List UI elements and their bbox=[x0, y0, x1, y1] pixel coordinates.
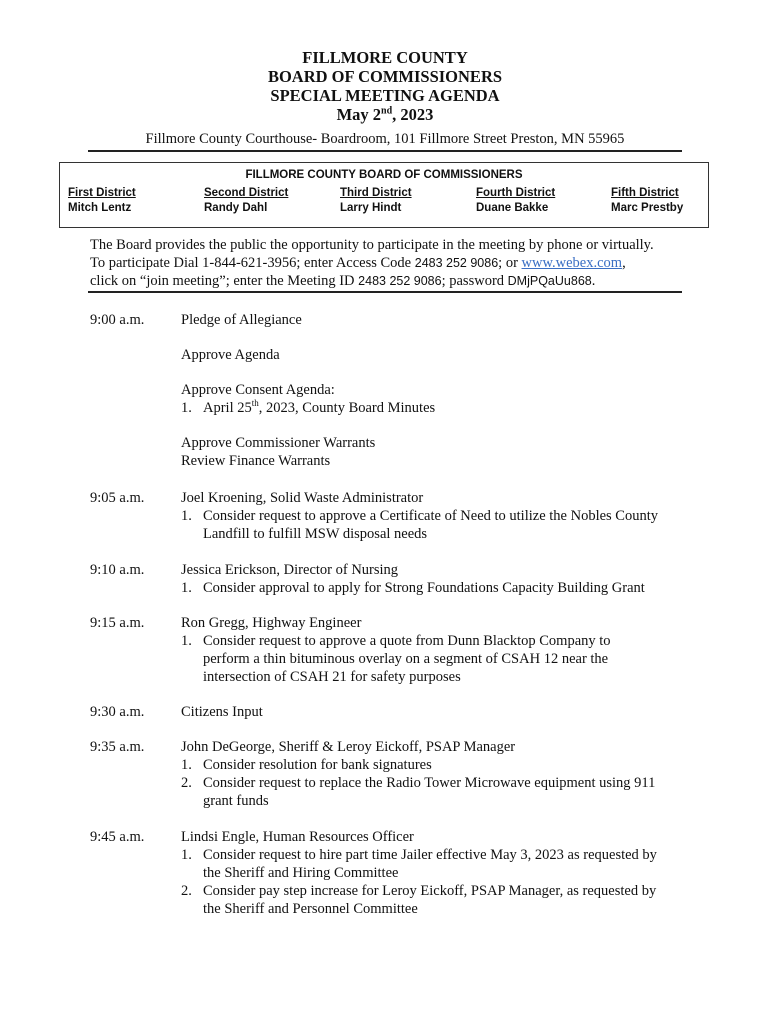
agenda-title: Review Finance Warrants bbox=[181, 453, 331, 469]
agenda-subitem: 1. April 25th, 2023, County Board Minutes bbox=[181, 398, 436, 416]
commissioner-name: Marc Prestby bbox=[611, 202, 684, 214]
district-1 bbox=[68, 187, 136, 214]
commissioner-name: Larry Hindt bbox=[340, 202, 402, 214]
access-code: 2483 252 9086 bbox=[414, 256, 499, 270]
commissioner-name: Duane Bakke bbox=[476, 202, 549, 214]
agenda-title: Approve Consent Agenda: bbox=[181, 382, 335, 398]
district-label: First District bbox=[68, 187, 136, 199]
district-2 bbox=[204, 187, 288, 214]
agenda-time: 9:00 a.m. bbox=[90, 312, 145, 328]
agenda-time: 9:45 a.m. bbox=[90, 829, 145, 845]
meeting-date: May 2nd, 2023 bbox=[336, 105, 434, 124]
district-label: Fourth District bbox=[476, 187, 556, 199]
agenda-header bbox=[0, 48, 770, 124]
agenda-subitem: 1. Consider request to approve a quote from Dunn Blacktop Company to perform a thin bituminous overlay on a segment of CSAH 12 near the intersection of CSAH 21 for safety purposes bbox=[181, 633, 611, 685]
agenda-subitem: 2. Consider request to replace the Radio Tower Microwave equipment using 911 grant funds bbox=[181, 775, 656, 809]
district-3 bbox=[340, 187, 412, 214]
agenda-title: John DeGeorge, Sheriff & Leroy Eickoff, PSAP Manager bbox=[181, 739, 516, 755]
agenda-subitem: 2. Consider pay step increase for Leroy Eickoff, PSAP Manager, as requested by the Sheriff and Personnel Committee bbox=[181, 883, 657, 917]
commissioner-name: Randy Dahl bbox=[204, 202, 268, 214]
webex-link[interactable]: www.webex.com bbox=[521, 255, 623, 271]
agenda-title: Approve Commissioner Warrants bbox=[181, 435, 376, 451]
meeting-type: SPECIAL MEETING AGENDA bbox=[270, 86, 500, 105]
meeting-location: Fillmore County Courthouse- Boardroom, 101 Fillmore Street Preston, MN 55965 bbox=[145, 131, 625, 147]
agenda-subitem: 1. Consider approval to apply for Strong Foundations Capacity Building Grant bbox=[181, 580, 645, 596]
divider bbox=[88, 150, 682, 152]
agenda-subitem: 1. Consider request to hire part time Jailer effective May 3, 2023 as requested by the Sheriff and Hiring Committee bbox=[181, 847, 657, 881]
agenda-title: Ron Gregg, Highway Engineer bbox=[181, 615, 362, 631]
commissioners-box bbox=[59, 162, 709, 228]
meeting-id: 2483 252 9086 bbox=[358, 274, 442, 288]
agenda-title: Joel Kroening, Solid Waste Administrator bbox=[181, 490, 424, 506]
agenda-subitem: 1. Consider resolution for bank signatures bbox=[181, 757, 432, 773]
agenda-subitem: 1. Consider request to approve a Certificate of Need to utilize the Nobles County Landfill to fulfill MSW disposal needs bbox=[181, 508, 659, 542]
agenda-time: 9:30 a.m. bbox=[90, 704, 145, 720]
commissioner-name: Mitch Lentz bbox=[68, 202, 132, 214]
agenda-title: Approve Agenda bbox=[181, 347, 280, 363]
agenda-title: Citizens Input bbox=[181, 704, 263, 720]
divider bbox=[88, 291, 682, 293]
agenda-title: Pledge of Allegiance bbox=[181, 312, 302, 328]
county-name: FILLMORE COUNTY bbox=[302, 48, 468, 67]
agenda-time: 9:35 a.m. bbox=[90, 739, 145, 755]
district-label: Fifth District bbox=[611, 187, 679, 199]
board-name: BOARD OF COMMISSIONERS bbox=[267, 67, 503, 86]
agenda-title: Jessica Erickson, Director of Nursing bbox=[181, 562, 399, 578]
agenda-time: 9:15 a.m. bbox=[90, 615, 145, 631]
district-label: Third District bbox=[340, 187, 412, 199]
agenda-title: Lindsi Engle, Human Resources Officer bbox=[181, 829, 414, 845]
commissioners-title: FILLMORE COUNTY BOARD OF COMMISSIONERS bbox=[245, 169, 523, 181]
meeting-password: DMjPQaUu868 bbox=[507, 274, 592, 288]
district-5 bbox=[611, 187, 683, 214]
agenda-time: 9:05 a.m. bbox=[90, 490, 145, 506]
participation-info: The Board provides the public the opportunity to participate in the meeting by phone or virtually. To participate Dial 1-844-621-3956; enter Access Code 2483 252 9086; or www.webex.com, click on “join meeting”; enter the Meeting ID 2483 252 9086; password DMjPQaUu868. bbox=[90, 237, 654, 289]
district-label: Second District bbox=[204, 187, 289, 199]
district-4 bbox=[476, 187, 555, 214]
agenda-time: 9:10 a.m. bbox=[90, 562, 145, 578]
